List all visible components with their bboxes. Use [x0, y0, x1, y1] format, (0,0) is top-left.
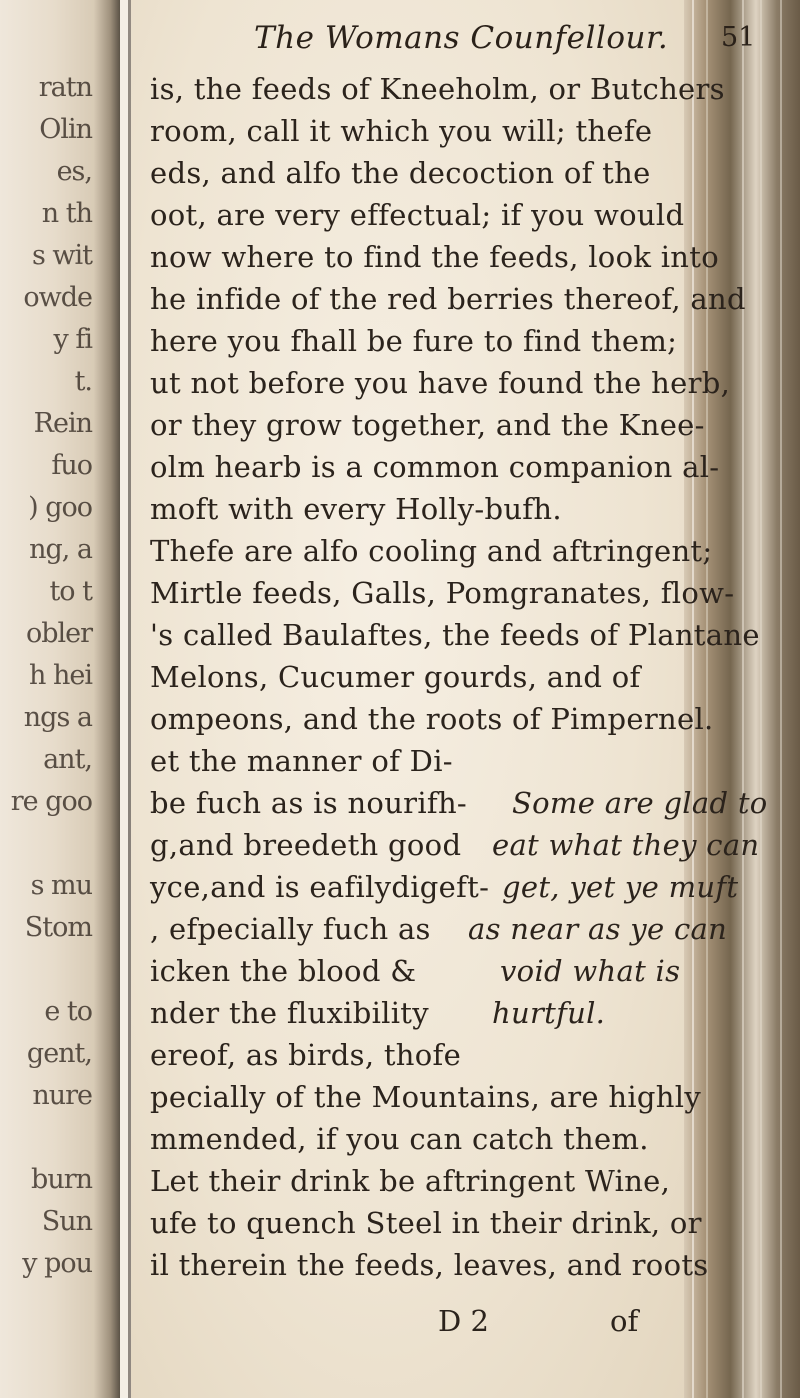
running-head: The Womans Counfellour. — [254, 20, 669, 56]
facing-page-fragment: h hei — [29, 660, 92, 691]
marginal-note-line: void what is — [500, 954, 681, 988]
facing-page-fragment: e to — [44, 996, 92, 1027]
facing-page-fragment: n th — [41, 198, 92, 229]
facing-page-fragment: y pou — [22, 1248, 92, 1279]
text-line: olm hearb is a common companion al- — [150, 450, 720, 484]
facing-page-fragment: s wit — [31, 240, 92, 271]
marginal-note-line: as near as ye can — [468, 912, 728, 946]
text-line: g,and breedeth good — [150, 828, 462, 862]
facing-page-fragment: ratn — [38, 72, 92, 103]
facing-page-fragment: ng, a — [29, 534, 92, 565]
text-line: ut not before you have found the herb, — [150, 366, 731, 400]
facing-page-fragment: Stom — [24, 912, 92, 943]
text-line: now where to find the feeds, look into — [150, 240, 719, 274]
signature-mark: D 2 — [438, 1304, 489, 1338]
facing-page-fragment: Sun — [41, 1206, 92, 1237]
facing-page-fragment: Olin — [39, 114, 92, 145]
text-line: ereof, as birds, thofe — [150, 1038, 462, 1072]
text-line: or they grow together, and the Knee- — [150, 408, 705, 442]
facing-page-fragment: fuo — [51, 450, 92, 481]
text-line: icken the blood & — [150, 954, 417, 988]
text-line: , efpecially fuch as — [150, 912, 431, 946]
text-line: Let their drink be aftringent Wine, — [150, 1164, 671, 1198]
facing-page-fragment: to t — [49, 576, 92, 607]
facing-page-fragment: gent, — [26, 1038, 92, 1069]
text-line: ompeons, and the roots of Pimpernel. — [150, 702, 714, 736]
catchword: of — [610, 1304, 639, 1338]
page-stack-edge — [684, 0, 800, 1398]
facing-page-fragment: Rein — [33, 408, 92, 439]
text-line: yce,and is eafilydigeft- — [150, 870, 490, 904]
facing-page-fragment: ant, — [43, 744, 92, 775]
text-line: he infide of the red berries thereof, and — [150, 282, 746, 316]
facing-page-fragment: burn — [31, 1164, 92, 1195]
marginal-note-line: get, yet ye muft — [502, 870, 739, 904]
text-line: ufe to quench Steel in their drink, or — [150, 1206, 702, 1240]
text-line: room, call it which you will; thefe — [150, 114, 653, 148]
text-line: here you fhall be fure to find them; — [150, 324, 678, 358]
marginal-note-line: hurtful. — [492, 996, 606, 1030]
facing-page-fragment: re goo — [10, 786, 92, 817]
facing-page-fragment: s mu — [30, 870, 92, 901]
facing-page-fragment: obler — [25, 618, 92, 649]
facing-page-fragment: nure — [32, 1080, 92, 1111]
text-line: eds, and alfo the decoction of the — [150, 156, 651, 190]
text-line: is, the feeds of Kneeholm, or Butchers — [150, 72, 725, 106]
facing-page-fragment: ) goo — [28, 492, 92, 523]
marginal-note-line: Some are glad to — [512, 786, 768, 820]
facing-page-fragment: es, — [56, 156, 92, 187]
text-line: oot, are very effectual; if you would — [150, 198, 685, 232]
facing-page-fragment: ngs a — [23, 702, 92, 733]
text-line: nder the fluxibility — [150, 996, 429, 1030]
marginal-note-line: eat what they can — [492, 828, 760, 862]
facing-page-fragment: y fi — [53, 324, 92, 355]
text-line: Mirtle feeds, Galls, Pomgranates, flow- — [150, 576, 735, 610]
page-number: 51 — [721, 22, 756, 53]
facing-page-fragment: owde — [23, 282, 92, 313]
text-line: et the manner of Di- — [150, 744, 453, 778]
text-line: Thefe are alfo cooling and aftringent; — [150, 534, 713, 568]
text-line: il therein the feeds, leaves, and roots — [150, 1248, 709, 1282]
text-line: 's called Baulaftes, the feeds of Plantane — [150, 618, 760, 652]
text-line: pecially of the Mountains, are highly — [150, 1080, 702, 1114]
text-line: mmended, if you can catch them. — [150, 1122, 649, 1156]
facing-page-fragment: t. — [74, 366, 92, 397]
text-line: Melons, Cucumer gourds, and of — [150, 660, 641, 694]
text-line: be fuch as is nourifh- — [150, 786, 468, 820]
text-line: moft with every Holly-bufh. — [150, 492, 562, 526]
